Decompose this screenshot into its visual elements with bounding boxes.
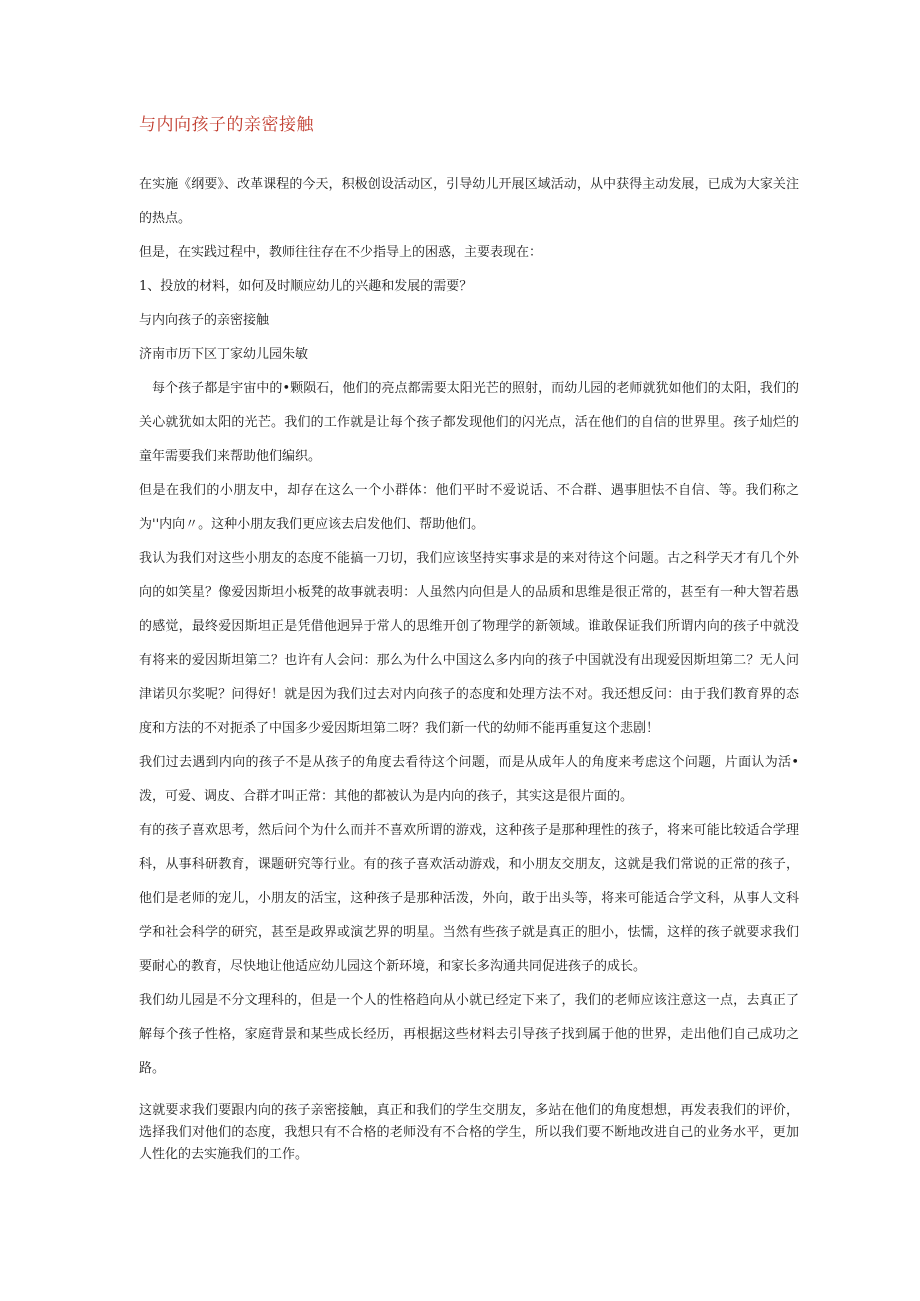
paragraph-intro: 在实施《纲要》、改革课程的今天，积极创设活动区，引导幼儿开展区域活动，从中获得主动发展，已成为大家关注的热点。 xyxy=(139,177,799,226)
article-author: 济南市历下区丁家幼儿园朱敏 xyxy=(139,347,309,362)
document-body xyxy=(139,112,799,1166)
paragraph-introvert-group: 但是在我们的小朋友中，却存在这么一个小群体：他们平时不爱说话、不合群、遇事胆怯不自信、等。我们称之为''内向〃。这种小朋友我们更应该去启发他们、帮助他们。 xyxy=(139,483,799,532)
paragraph-perspective: 我们过去遇到内向的孩子不是从孩子的角度去看待这个问题，而是从成年人的角度来考虑这个问题，片面认为活•泼，可爱、调皮、合群才叫正常：其他的都被认为是内向的孩子，其实这是很片面的。 xyxy=(139,755,799,804)
paragraph-personality: 我们幼儿园是不分文理科的，但是一个人的性格趋向从小就已经定下来了，我们的老师应该注意这一点，去真正了解每个孩子性格，家庭背景和某些成长经历，再根据这些材料去引导孩子找到属于他的世界，走出他们自己成功之路。 xyxy=(139,993,799,1076)
paragraph-problem: 但是，在实践过程中，教师往往存在不少指导上的困惑，主要表现在： xyxy=(139,245,543,260)
document-title: 与内向孩子的亲密接触 xyxy=(139,115,314,135)
paragraph-conclusion: 这就要求我们要跟内向的孩子亲密接触，真正和我们的学生交朋友，多站在他们的角度想想，再发表我们的评价，选择我们对他们的态度，我想只有不合格的老师没有不合格的学生，所以我们要不断地改进自己的业务水平，更加人性化的去实施我们的工作。 xyxy=(139,1103,799,1162)
paragraph-point-1: 1、投放的材料，如何及时顺应幼儿的兴趣和发展的需要？ xyxy=(139,279,473,294)
paragraph-child-types: 有的孩子喜欢思考，然后问个为什么而并不喜欢所谓的游戏，这种孩子是那种理性的孩子，将来可能比较适合学理科，从事科研教育，课题研究等行业。有的孩子喜欢活动游戏，和小朋友交朋友，这就是我们常说的正常的孩子，他们是老师的宠儿，小朋友的活宝，这种孩子是那种活泼，外向，敢于出头等，将来可能适合学文科，从事人文科学和社会科学的研究，甚至是政界或演艺界的明星。当然有些孩子就是真正的胆小，怯懦，这样的孩子就要求我们要耐心的教育，尽快地让他适应幼儿园这个新环境，和家长多沟通共同促进孩子的成长。 xyxy=(139,823,799,974)
paragraph-einstein: 我认为我们对这些小朋友的态度不能搞一刀切，我们应该坚持实事求是的来对待这个问题。古之科学天才有几个外向的如笑星？像爱因斯坦小板凳的故事就表明：人虽然内向但是人的品质和思维是很正常的，甚至有一种大智若愚的感觉，最终爱因斯坦正是凭借他迥异于常人的思维开创了物理学的新领域。谁敢保证我们所谓内向的孩子中就没有将来的爱因斯坦第二？也许有人会问：那么为什么中国这么多内向的孩子中国就没有出现爱因斯坦第二？无人问津诺贝尔奖呢？问得好！就是因为我们过去对内向孩子的态度和处理方法不对。我还想反问：由于我们教育界的态度和方法的不对扼杀了中国多少爱因斯坦第二呀？我们新一代的幼师不能再重复这个悲剧！ xyxy=(139,551,799,736)
paragraph-meteor: 每个孩子都是宇宙中的•颗陨石，他们的亮点都需要太阳光芒的照射，而幼儿园的老师就犹如他们的太阳，我们的关心就犹如太阳的光芒。我们的工作就是让每个孩子都发现他们的闪光点，活在他们的自信的世界里。孩子灿烂的童年需要我们来帮助他们编织。 xyxy=(139,381,799,464)
article-subtitle: 与内向孩子的亲密接触 xyxy=(139,313,270,328)
